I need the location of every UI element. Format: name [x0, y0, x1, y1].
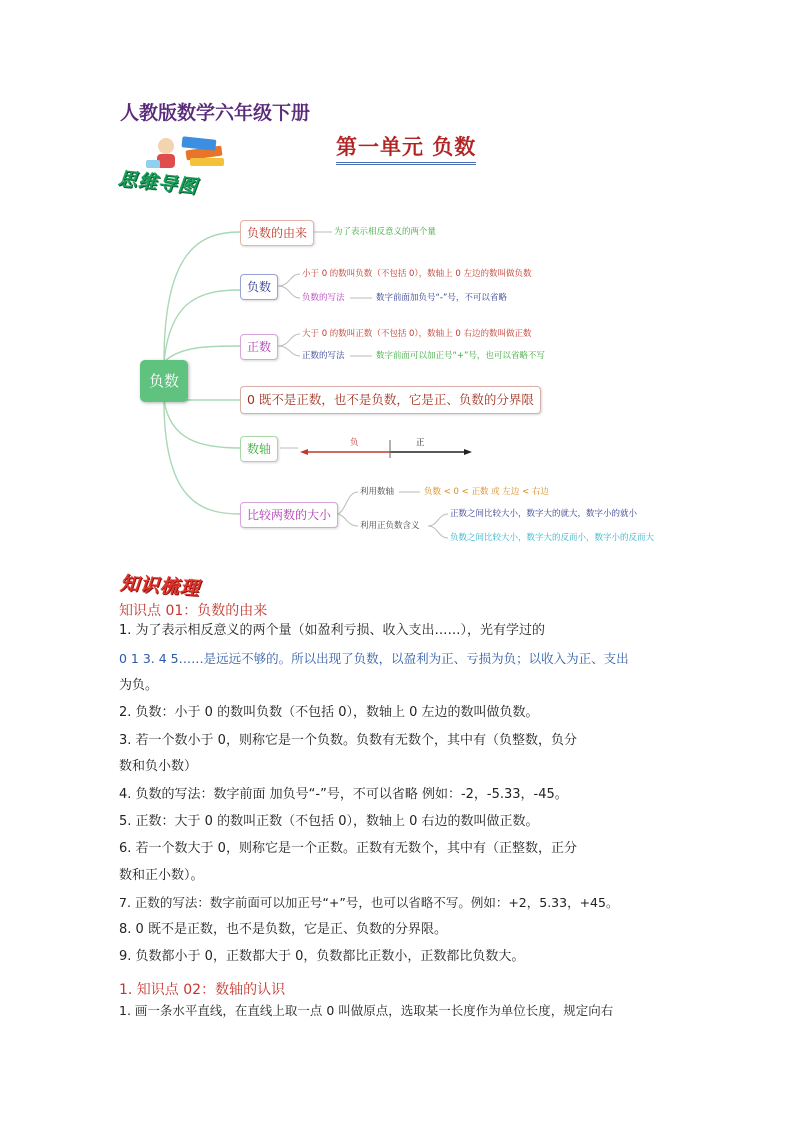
line-9: 9. 负数都小于 0，正数都大于 0，负数都比正数小，正数都比负数大。 — [119, 949, 525, 964]
line-6b: 数和正小数）。 — [119, 868, 204, 883]
line-1b: 0 1 3. 4 5……是远远不够的。所以出现了负数，以盈利为正、亏损为负；以收入为正、支出 — [119, 651, 629, 666]
positive-writing-detail: 数字前面可以加正号“+”号，也可以省略不写 — [376, 351, 545, 361]
compare-positive-rule: 正数之间比较大小，数字大的就大，数字小的就小 — [450, 509, 638, 519]
mindmap-heading: 思维导图 — [116, 167, 199, 199]
mindmap-connectors — [0, 0, 794, 560]
knowledge-point-1-title: 知识点 01：负数的由来 — [119, 603, 268, 619]
line-8: 8. 0 既不是正数，也不是负数，它是正、负数的分界限。 — [119, 922, 447, 937]
unit-title: 第一单元 负数 — [336, 131, 476, 165]
line-3a: 3. 若一个数小于 0，则称它是一个负数。负数有无数个，其中有（负整数，负分 — [119, 733, 577, 748]
knowledge-heading: 知识梳理 — [119, 572, 201, 600]
line-10: 1. 画一条水平直线，在直线上取一点 0 叫做原点，选取某一长度作为单位长度，规定向右 — [119, 1003, 614, 1018]
compare-by-axis: 利用数轴 — [360, 487, 395, 497]
branch-axis — [164, 400, 240, 448]
node-axis: 数轴 — [240, 436, 278, 462]
branch-origin — [164, 232, 240, 362]
line-7: 7. 正数的写法：数字前面可以加正号“+”号，也可以省略不写。例如：+2，5.33，+45。 — [119, 895, 619, 910]
line-5: 5. 正数：大于 0 的数叫正数（不包括 0），数轴上 0 右边的数叫做正数。 — [119, 814, 539, 829]
axis-positive-label: 正 — [416, 438, 425, 448]
line-1c: 为负。 — [119, 678, 159, 693]
node-origin: 负数的由来 — [240, 220, 314, 246]
branch-negative — [164, 290, 240, 362]
line-3b: 数和负小数） — [119, 759, 198, 774]
negative-writing-label: 负数的写法 — [302, 293, 345, 303]
line-6a: 6. 若一个数大于 0，则称它是一个正数。正数有无数个，其中有（正整数，正分 — [119, 841, 577, 856]
node-positive: 正数 — [240, 334, 278, 360]
positive-writing-label: 正数的写法 — [302, 351, 345, 361]
negative-definition: 小于 0 的数叫负数（不包括 0），数轴上 0 左边的数叫做负数 — [302, 269, 532, 279]
branch-compare — [164, 400, 240, 514]
knowledge-point-2-title: 1. 知识点 02：数轴的认识 — [119, 982, 286, 998]
line-1a: 1. 为了表示相反意义的两个量（如盈利亏损、收入支出……），光有学过的 — [119, 623, 546, 638]
line-2: 2. 负数：小于 0 的数叫负数（不包括 0），数轴上 0 左边的数叫做负数。 — [119, 705, 539, 720]
node-compare: 比较两数的大小 — [240, 502, 338, 528]
compare-by-meaning: 利用正负数含义 — [360, 521, 420, 531]
compare-by-axis-detail: 负数 < 0 < 正数 或 左边 < 右边 — [424, 487, 549, 497]
axis-negative-label: 负 — [350, 438, 359, 448]
book-title: 人教版数学六年级下册 — [120, 102, 311, 124]
line-4: 4. 负数的写法：数字前面 加负号“-”号，不可以省略 例如：-2，-5.33，-45。 — [119, 787, 568, 802]
mindmap-root: 负数 — [140, 360, 188, 402]
node-negative: 负数 — [240, 274, 278, 300]
negative-writing-detail: 数字前面加负号“-”号，不可以省略 — [376, 293, 507, 303]
node-zero: 0 既不是正数，也不是负数，它是正、负数的分界限 — [240, 386, 541, 414]
origin-detail: 为了表示相反意义的两个量 — [334, 227, 437, 237]
positive-definition: 大于 0 的数叫正数（不包括 0），数轴上 0 右边的数叫做正数 — [302, 329, 532, 339]
compare-negative-rule: 负数之间比较大小，数字大的反而小，数字小的反而大 — [450, 533, 655, 543]
